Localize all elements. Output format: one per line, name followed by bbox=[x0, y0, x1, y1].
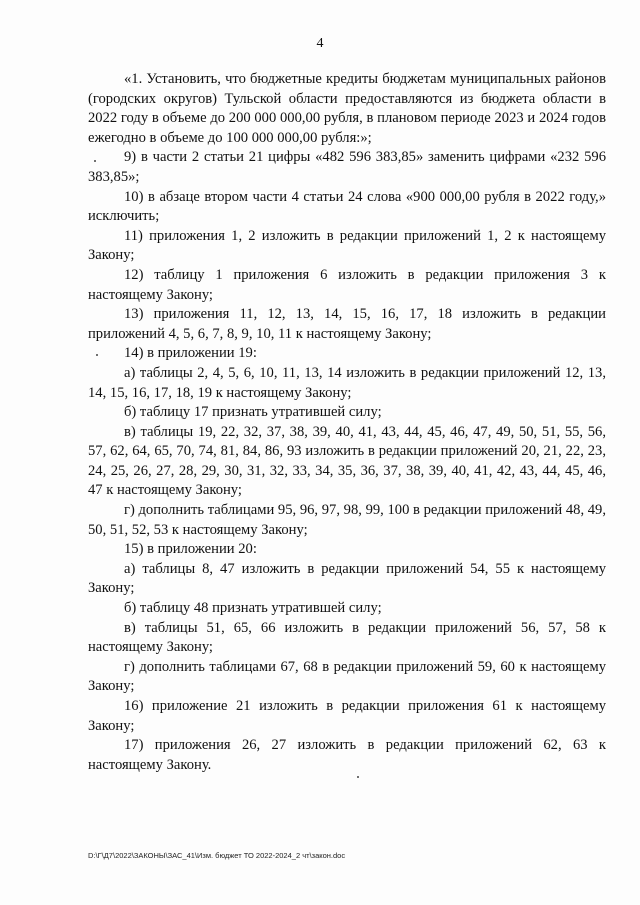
paragraph: в) таблицы 51, 65, 66 изложить в редакции приложений 56, 57, 58 к настоящему Закону; bbox=[88, 619, 606, 656]
paragraph: 16) приложение 21 изложить в редакции приложения 61 к настоящему Закону; bbox=[88, 698, 606, 734]
paragraph: б) таблицу 17 признать утратившей силу; bbox=[124, 404, 382, 421]
paragraph: 14) в приложении 19: bbox=[124, 345, 257, 362]
scan-speck bbox=[94, 160, 96, 162]
paragraph: б) таблицу 48 признать утратившей силу; bbox=[124, 600, 382, 617]
paragraph: 11) приложения 1, 2 изложить в редакции приложений 1, 2 к настоящему Закону; bbox=[88, 227, 606, 264]
paragraph: 13) приложения 11, 12, 13, 14, 15, 16, 17, 18 изложить в редакции приложений 4, 5, 6, 7, 8, 9, 10, 11 к настоящему Закону; bbox=[88, 306, 606, 342]
paragraph: 10) в абзаце втором части 4 статьи 24 слова «900 000,00 рубля в 2022 году,» исключить; bbox=[88, 188, 606, 225]
paragraph: 12) таблицу 1 приложения 6 изложить в редакции приложения 3 к настоящему Закону; bbox=[88, 266, 606, 303]
scan-speck bbox=[96, 354, 98, 356]
paragraph: в) таблицы 19, 22, 32, 37, 38, 39, 40, 41, 43, 44, 45, 46, 47, 49, 50, 51, 55, 56, 57, 62, 64, 65, 70, 74, 81, 84, 86, 93 изложить в редакции приложений 20, 21, 22, 23, 24, 25, 26, 27, 28, 29, 30, 31, 32, 33, 34, 35, 36, 37, 38, 39, 40, 41, 42, 43, 44, 45, 46, 47 к настоящему Закону; bbox=[88, 423, 606, 499]
paragraph: а) таблицы 2, 4, 5, 6, 10, 11, 13, 14 изложить в редакции приложений 12, 13, 14, 15, 16, 17, 18, 19 к настоящему Закону; bbox=[88, 364, 606, 401]
file-path-footer: D:\Г\Д7\2022\ЗАКОНЫ\ЗАС_41\Изм. бюджет ТО 2022-2024_2 чт\закон.doc bbox=[88, 851, 346, 860]
paragraph: г) дополнить таблицами 67, 68 в редакции приложений 59, 60 к настоящему Закону; bbox=[88, 658, 606, 695]
paragraph: 9) в части 2 статьи 21 цифры «482 596 383,85» заменить цифрами «232 596 383,85»; bbox=[88, 149, 606, 185]
paragraph: г) дополнить таблицами 95, 96, 97, 98, 99, 100 в редакции приложений 48, 49, 50, 51, 52, 53 к настоящему Закону; bbox=[88, 502, 606, 538]
paragraph: «1. Установить, что бюджетные кредиты бюджетам муниципальных районов (городских округов) Тульской области предоставляются из бюджета области в 2022 году в объеме до 200 000 000,00 рубля, в плановом периоде 2023 и 2024 годов ежегодно в объеме до 100 000 000,00 рубля:»; bbox=[88, 71, 606, 146]
scan-speck bbox=[357, 776, 359, 778]
paragraph: а) таблицы 8, 47 изложить в редакции приложений 54, 55 к настоящему Закону; bbox=[88, 560, 606, 597]
page-number: 4 bbox=[316, 36, 324, 51]
paragraph: 15) в приложении 20: bbox=[124, 541, 257, 558]
document-body bbox=[88, 70, 606, 775]
paragraph: 17) приложения 26, 27 изложить в редакции приложений 62, 63 к настоящему Закону. bbox=[88, 737, 606, 773]
